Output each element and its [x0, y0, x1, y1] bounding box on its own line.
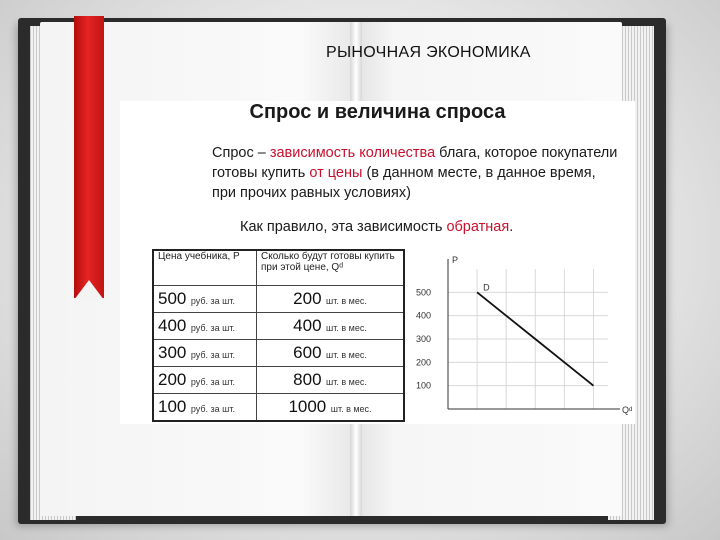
price-cell — [153, 394, 257, 422]
quantity-unit: шт. в мес. — [326, 323, 367, 333]
y-tick-label: 200 — [416, 357, 432, 368]
quantity-unit: шт. в мес. — [326, 377, 367, 387]
rule-highlight: обратная — [446, 219, 510, 235]
table-row — [153, 367, 404, 394]
price-cell — [153, 367, 257, 394]
y-tick-label: 500 — [416, 287, 432, 298]
y-tick-label: 100 — [416, 380, 432, 391]
price-cell — [153, 340, 257, 367]
definition-part-2: блага, которое покупатели готовы купить — [212, 145, 618, 181]
price-unit: руб. за шт. — [190, 323, 235, 333]
table-row — [153, 394, 404, 422]
slide-image — [120, 101, 635, 424]
bookmark-ribbon-notch — [74, 280, 104, 300]
chart-grid — [448, 269, 608, 409]
price-value: 500 — [158, 289, 187, 308]
definition-part-3: (в данном месте, в данное время, при прочих равных условиях) — [212, 165, 596, 201]
chart-x-label: Qᵈ — [622, 405, 632, 415]
demand-table — [152, 249, 405, 422]
table-header-row — [153, 250, 404, 286]
y-tick-label: 400 — [416, 310, 432, 321]
price-cell — [153, 286, 257, 313]
price-value: 200 — [158, 370, 187, 389]
header-price: Цена учебника, P — [153, 250, 257, 286]
demand-curve-label: D — [483, 282, 490, 293]
quantity-cell — [257, 286, 405, 313]
definition-highlight-1: зависимость количества — [269, 145, 436, 161]
slide-title: Спрос и величина спроса — [249, 101, 506, 123]
price-cell — [153, 313, 257, 340]
quantity-value: 200 — [293, 289, 322, 308]
definition-dash: – — [253, 145, 270, 161]
quantity-value: 600 — [293, 343, 322, 362]
rule-end: . — [509, 219, 514, 235]
page-heading: РЫНОЧНАЯ ЭКОНОМИКА — [326, 44, 531, 61]
definition-term: Спрос — [212, 145, 254, 161]
table-row — [153, 340, 404, 367]
quantity-value: 400 — [293, 316, 322, 335]
quantity-unit: шт. в мес. — [326, 296, 367, 306]
price-unit: руб. за шт. — [190, 404, 235, 414]
table-row — [153, 286, 404, 313]
price-value: 100 — [158, 397, 187, 416]
bookmark-ribbon-icon — [74, 16, 104, 298]
price-unit: руб. за шт. — [190, 296, 235, 306]
definition-text — [212, 143, 622, 203]
quantity-unit: шт. в мес. — [326, 350, 367, 360]
quantity-cell — [257, 394, 405, 422]
quantity-cell — [257, 313, 405, 340]
quantity-unit: шт. в мес. — [330, 404, 372, 414]
definition-highlight-2: от цены — [309, 165, 363, 181]
quantity-cell — [257, 367, 405, 394]
header-quantity: Сколько будут готовы купить при этой цене, Qᵈ — [257, 250, 405, 286]
rule-main: Как правило, эта зависимость — [240, 219, 447, 235]
demand-chart — [410, 247, 632, 423]
chart-y-label: P — [452, 255, 459, 265]
rule-text — [240, 219, 513, 235]
price-value: 300 — [158, 343, 187, 362]
quantity-cell — [257, 340, 405, 367]
chart-y-ticks — [416, 287, 431, 390]
quantity-value: 800 — [293, 370, 322, 389]
table-row — [153, 313, 404, 340]
price-unit: руб. за шт. — [190, 350, 235, 360]
y-tick-label: 300 — [416, 334, 432, 344]
price-value: 400 — [158, 316, 187, 335]
quantity-value: 1000 — [288, 397, 327, 416]
price-unit: руб. за шт. — [190, 377, 235, 387]
